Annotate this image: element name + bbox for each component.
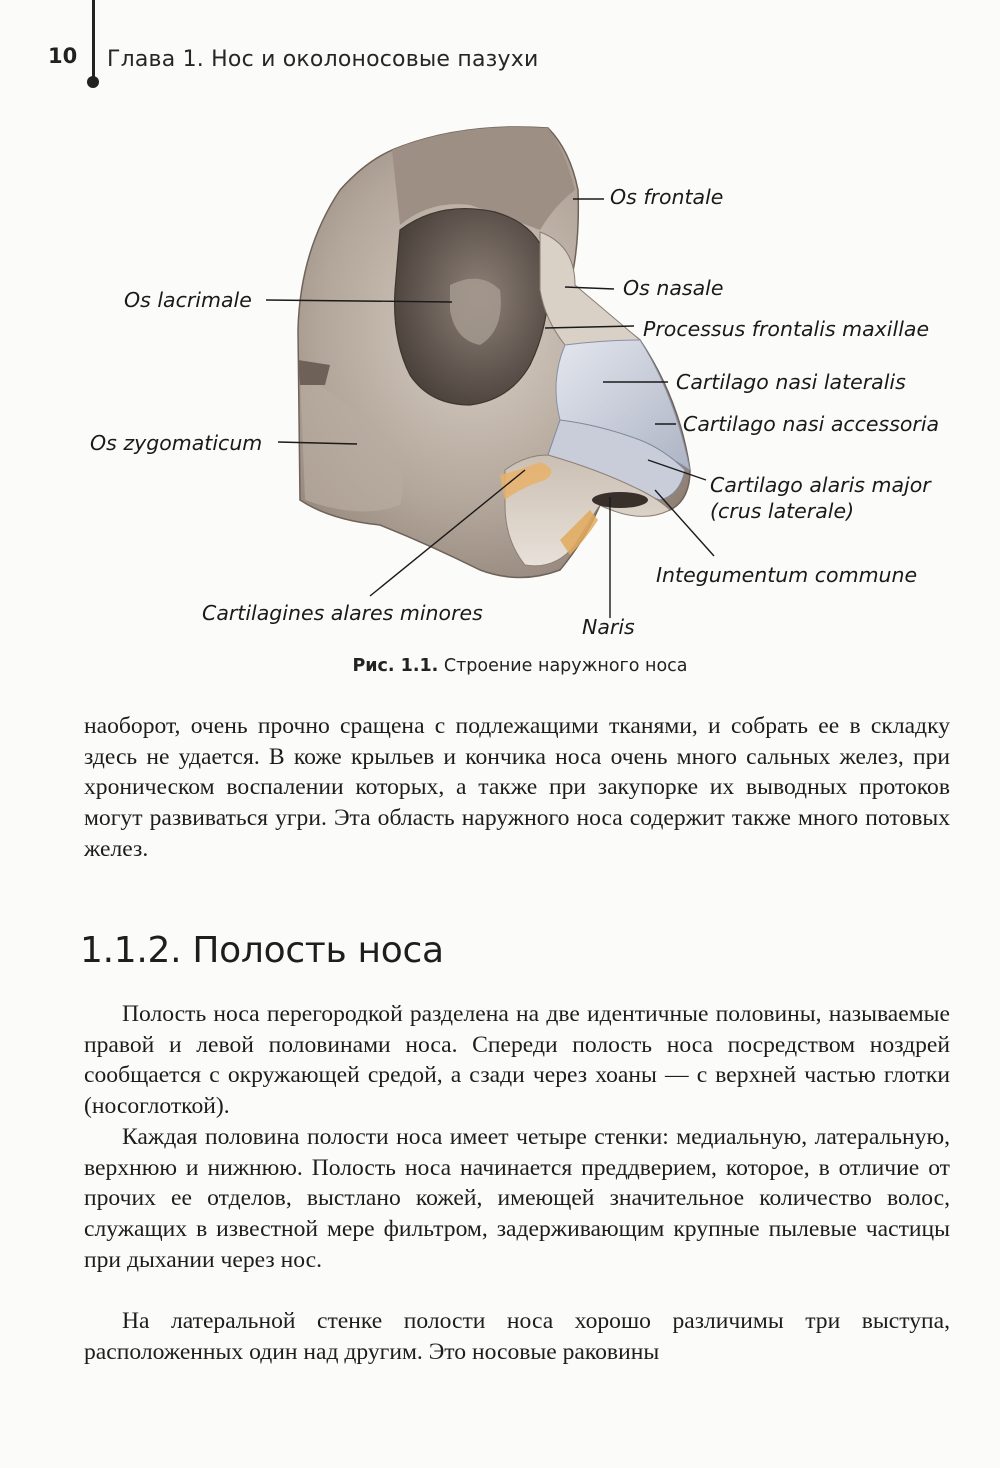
label-os-nasale: Os nasale: [623, 276, 724, 300]
header-dot: [87, 76, 99, 88]
header-rule: [92, 0, 95, 78]
running-header: [0, 0, 1000, 100]
label-processus-frontalis: Processus frontalis maxillae: [643, 317, 930, 341]
figure-nose-anatomy: [0, 110, 1000, 650]
label-crus-laterale: (crus laterale): [710, 499, 855, 523]
paragraph-1: наоборот, очень прочно сращена с подлежащими тканями, и собрать ее в складку здесь не удается. В коже крыльев и кончика носа очень много сальных желез, при хроническом воспалении которых, а также при закупорке их выводных протоков могут развиваться угри. Эта область наружного носа содержит также много потовых желез.: [84, 713, 950, 862]
label-cartilago-accessoria: Cartilago nasi accessoria: [683, 412, 940, 436]
label-os-frontale: Os frontale: [610, 185, 724, 209]
label-os-lacrimale: Os lacrimale: [124, 288, 252, 312]
label-cartilago-lateralis: Cartilago nasi lateralis: [676, 370, 906, 394]
label-cartilagines-minores: Cartilagines alares minores: [202, 601, 483, 625]
paragraph-4: На латеральной стенке полости носа хорошо различимы три выступа, расположенных один над другим. Это носовые раковины: [84, 1308, 950, 1365]
figure-caption: [0, 656, 1000, 676]
paragraph-2: Полость носа перегородкой разделена на две идентичные половины, называемые правой и левой половинами носа. Спереди полость носа посредством ноздрей сообщается с окружающей средой, а сзади через хоаны — с верхней частью глотки (носоглоткой).: [84, 1001, 950, 1120]
caption-number: Рис. 1.1.: [352, 656, 439, 676]
label-cartilago-alaris: Cartilago alaris major: [710, 473, 931, 497]
label-naris: Naris: [582, 615, 635, 639]
paragraph-3: Каждая половина полости носа имеет четыре стенки: медиальную, латеральную, верхнюю и нижнюю. Полость носа начинается преддверием, которое, в отличие от прочих ее отделов, выстлано кожей, имеющей значительное количество волос, служащих в известной мере фильтром, задерживающим крупные пылевые частицы при дыхании через нос.: [84, 1124, 950, 1273]
chapter-title: Глава 1. Нос и околоносовые пазухи: [107, 47, 539, 72]
label-os-zygomaticum: Os zygomaticum: [90, 431, 263, 455]
label-integumentum: Integumentum commune: [656, 563, 918, 587]
caption-text: Строение наружного носа: [438, 656, 688, 676]
page-number: 10: [48, 44, 78, 68]
section-heading: 1.1.2. Полость носа: [80, 930, 444, 971]
